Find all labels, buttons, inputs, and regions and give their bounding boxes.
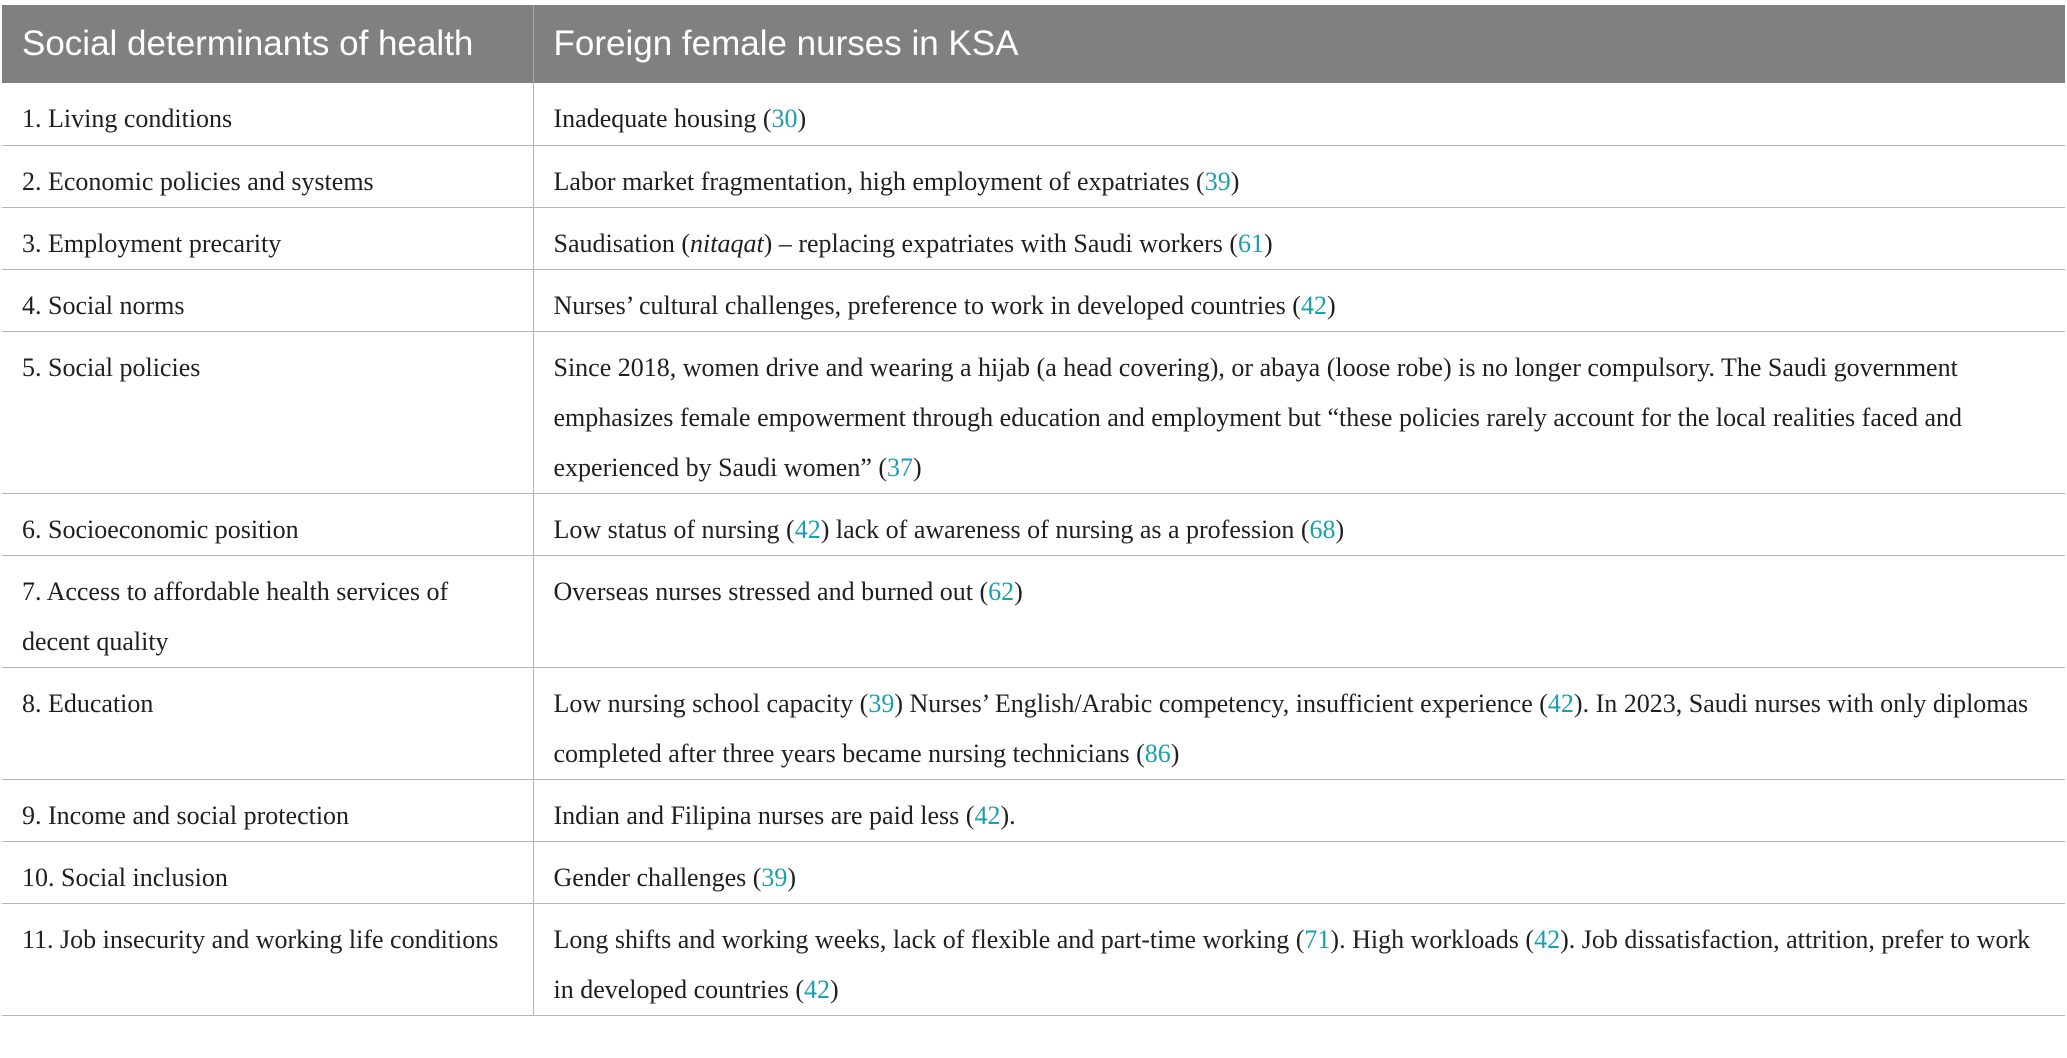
table-row [2, 841, 2065, 903]
citation-link[interactable]: 30 [771, 104, 798, 133]
citation-link[interactable]: 86 [1144, 738, 1171, 768]
determinant-cell: 5. Social policies [2, 331, 533, 493]
citation-link[interactable]: 62 [988, 576, 1015, 606]
table-row [2, 331, 2065, 493]
determinant-cell: 2. Economic policies and systems [2, 145, 533, 207]
citation-link[interactable]: 42 [974, 800, 1001, 830]
description-cell: Nurses’ cultural challenges, preference to work in developed countries (42) [533, 269, 2065, 331]
description-cell: Since 2018, women drive and wearing a hijab (a head covering), or abaya (loose robe) is no longer compulsory. The Saudi government emphasizes female empowerment through education and employment but “these policies rarely account for the local realities faced and experienced by Saudi women” (37) [533, 331, 2065, 493]
table-row [2, 903, 2065, 1015]
determinant-cell: 3. Employment precarity [2, 207, 533, 269]
table-row [2, 555, 2065, 667]
description-cell: Saudisation (nitaqat) – replacing expatriates with Saudi workers (61) [533, 207, 2065, 269]
determinant-cell: 9. Income and social protection [2, 779, 533, 841]
citation-link[interactable]: 39 [1204, 166, 1231, 196]
citation-link[interactable]: 39 [761, 862, 788, 892]
citation-link[interactable]: 37 [887, 452, 914, 482]
determinant-cell: 4. Social norms [2, 269, 533, 331]
citation-link[interactable]: 42 [1534, 924, 1561, 954]
table-row [2, 83, 2065, 145]
description-cell: Overseas nurses stressed and burned out (62) [533, 555, 2065, 667]
header-determinants: Social determinants of health [2, 5, 533, 83]
description-cell: Low nursing school capacity (39) Nurses’ English/Arabic competency, insufficient experience (42). In 2023, Saudi nurses with only diplomas completed after three years became nursing technicians (86) [533, 667, 2065, 779]
determinant-cell: 6. Socioeconomic position [2, 493, 533, 555]
determinant-cell: 8. Education [2, 667, 533, 779]
description-cell: Gender challenges (39) [533, 841, 2065, 903]
table-row [2, 145, 2065, 207]
citation-link[interactable]: 42 [804, 974, 831, 1004]
description-cell: Labor market fragmentation, high employment of expatriates (39) [533, 145, 2065, 207]
description-cell: Low status of nursing (42) lack of awareness of nursing as a profession (68) [533, 493, 2065, 555]
description-cell: Indian and Filipina nurses are paid less (42). [533, 779, 2065, 841]
determinant-cell: 1. Living conditions [2, 83, 533, 145]
citation-link[interactable]: 61 [1238, 228, 1265, 258]
description-cell: Long shifts and working weeks, lack of flexible and part-time working (71). High workloads (42). Job dissatisfaction, attrition, prefer to work in developed countries (42) [533, 903, 2065, 1015]
citation-link[interactable]: 71 [1304, 924, 1331, 954]
table-row [2, 493, 2065, 555]
determinant-cell: 11. Job insecurity and working life conditions [2, 903, 533, 1015]
citation-link[interactable]: 39 [868, 688, 895, 718]
table-row [2, 269, 2065, 331]
citation-link[interactable]: 42 [1547, 688, 1574, 718]
description-cell: Inadequate housing (30) [533, 83, 2065, 145]
citation-link[interactable]: 68 [1309, 514, 1336, 544]
citation-link[interactable]: 42 [794, 514, 821, 544]
header-row [2, 5, 2065, 83]
determinant-cell: 7. Access to affordable health services of decent quality [2, 555, 533, 667]
citation-link[interactable]: 42 [1300, 290, 1327, 320]
table-row [2, 667, 2065, 779]
determinant-cell: 10. Social inclusion [2, 841, 533, 903]
header-nurses-ksa: Foreign female nurses in KSA [533, 5, 2065, 83]
table-row [2, 779, 2065, 841]
table-row [2, 207, 2065, 269]
sdh-table [2, 5, 2065, 1016]
